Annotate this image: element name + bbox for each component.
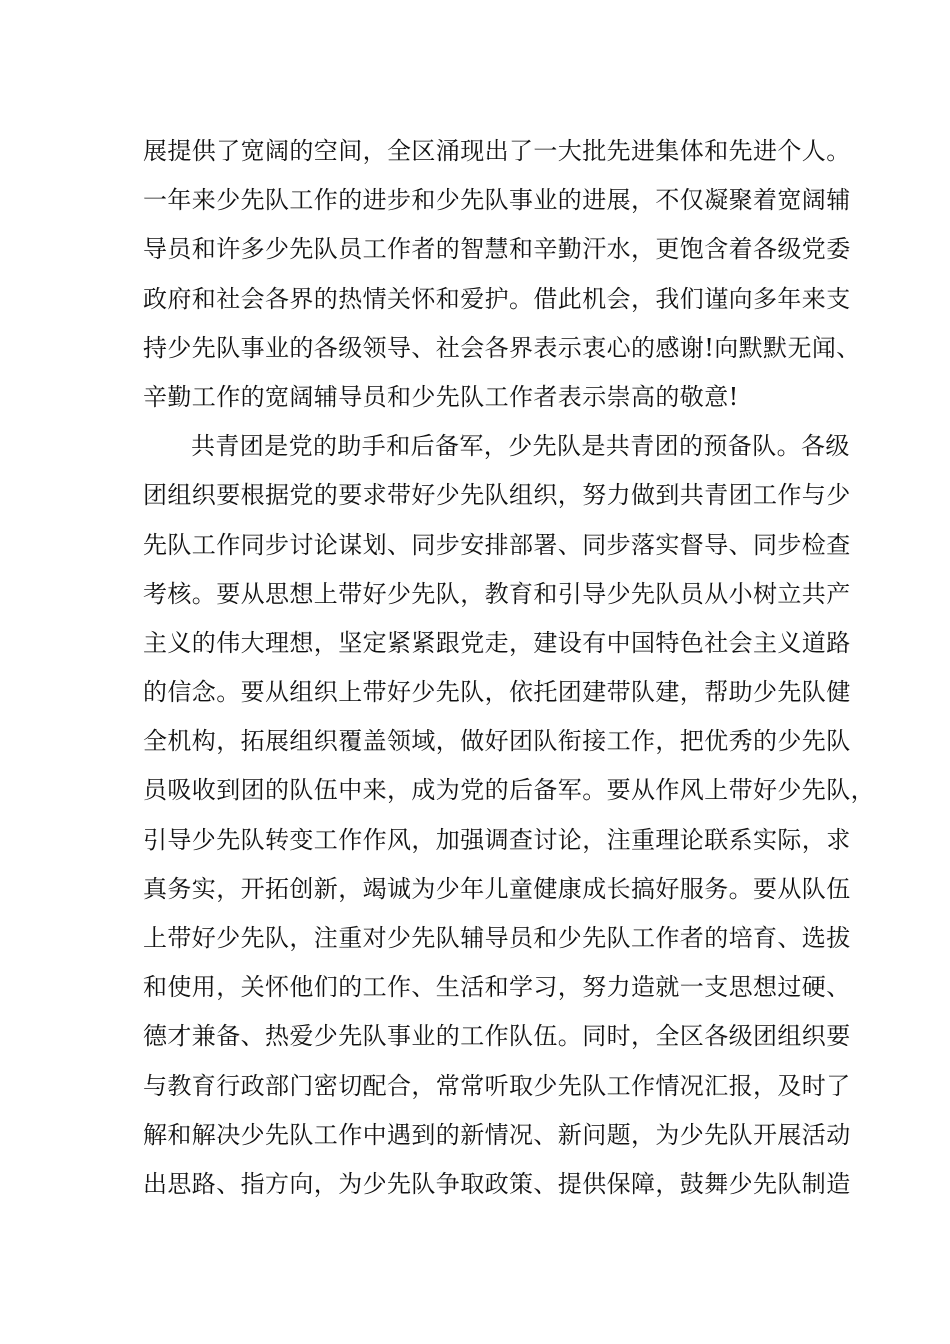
text-line: 一年来少先队工作的进步和少先队事业的进展，不仅凝聚着宽阔辅 [143,186,851,215]
text-line: 上带好少先队，注重对少先队辅导员和少先队工作者的培育、选拔 [143,924,851,952]
text-line: 辛勤工作的宽阔辅导员和少先队工作者表示崇高的敬意! [143,382,739,411]
text-line: 政府和社会各界的热情关怀和爱护。借此机会，我们谨向多年来支 [143,284,851,313]
text-line: 团组织要根据党的要求带好少先队组织，努力做到共青团工作与少 [143,481,851,510]
text-line: 解和解决少先队工作中遇到的新情况、新问题，为少先队开展活动 [143,1120,851,1149]
text-line: 导员和许多少先队员工作者的智慧和辛勤汗水，更饱含着各级党委 [143,235,851,264]
text-line: 德才兼备、热爱少先队事业的工作队伍。同时，全区各级团组织要 [143,1022,851,1051]
body-text [143,127,875,1209]
text-line: 考核。要从思想上带好少先队，教育和引导少先队员从小树立共产 [143,579,851,608]
text-line: 全机构，拓展组织覆盖领域，做好团队衔接工作，把优秀的少先队 [143,727,851,756]
text-line: 员吸收到团的队伍中来，成为党的后备军。要从作风上带好少先队， [143,776,875,805]
text-line: 出思路、指方向，为少先队争取政策、提供保障，鼓舞少先队制造 [143,1169,851,1198]
text-line: 真务实，开拓创新，竭诚为少年儿童健康成长搞好服务。要从队伍 [143,874,851,903]
text-line: 引导少先队转变工作作风，加强调查讨论，注重理论联系实际，求 [143,825,851,854]
text-line: 与教育行政部门密切配合，常常听取少先队工作情况汇报，及时了 [143,1071,851,1100]
text-line: 和使用，关怀他们的工作、生活和学习，努力造就一支思想过硬、 [143,973,851,1002]
text-line: 主义的伟大理想，坚定紧紧跟党走，建设有中国特色社会主义道路 [143,628,851,657]
text-line: 持少先队事业的各级领导、社会各界表示衷心的感谢!向默默无闻、 [143,333,861,362]
paragraph-first-line: 共青团是党的助手和后备军，少先队是共青团的预备队。各级 [191,432,850,461]
text-line: 的信念。要从组织上带好少先队，依托团建带队建，帮助少先队健 [143,678,851,707]
text-line: 展提供了宽阔的空间，全区涌现出了一大批先进集体和先进个人。 [143,137,851,165]
text-line: 先队工作同步讨论谋划、同步安排部署、同步落实督导、同步检查 [143,530,851,559]
